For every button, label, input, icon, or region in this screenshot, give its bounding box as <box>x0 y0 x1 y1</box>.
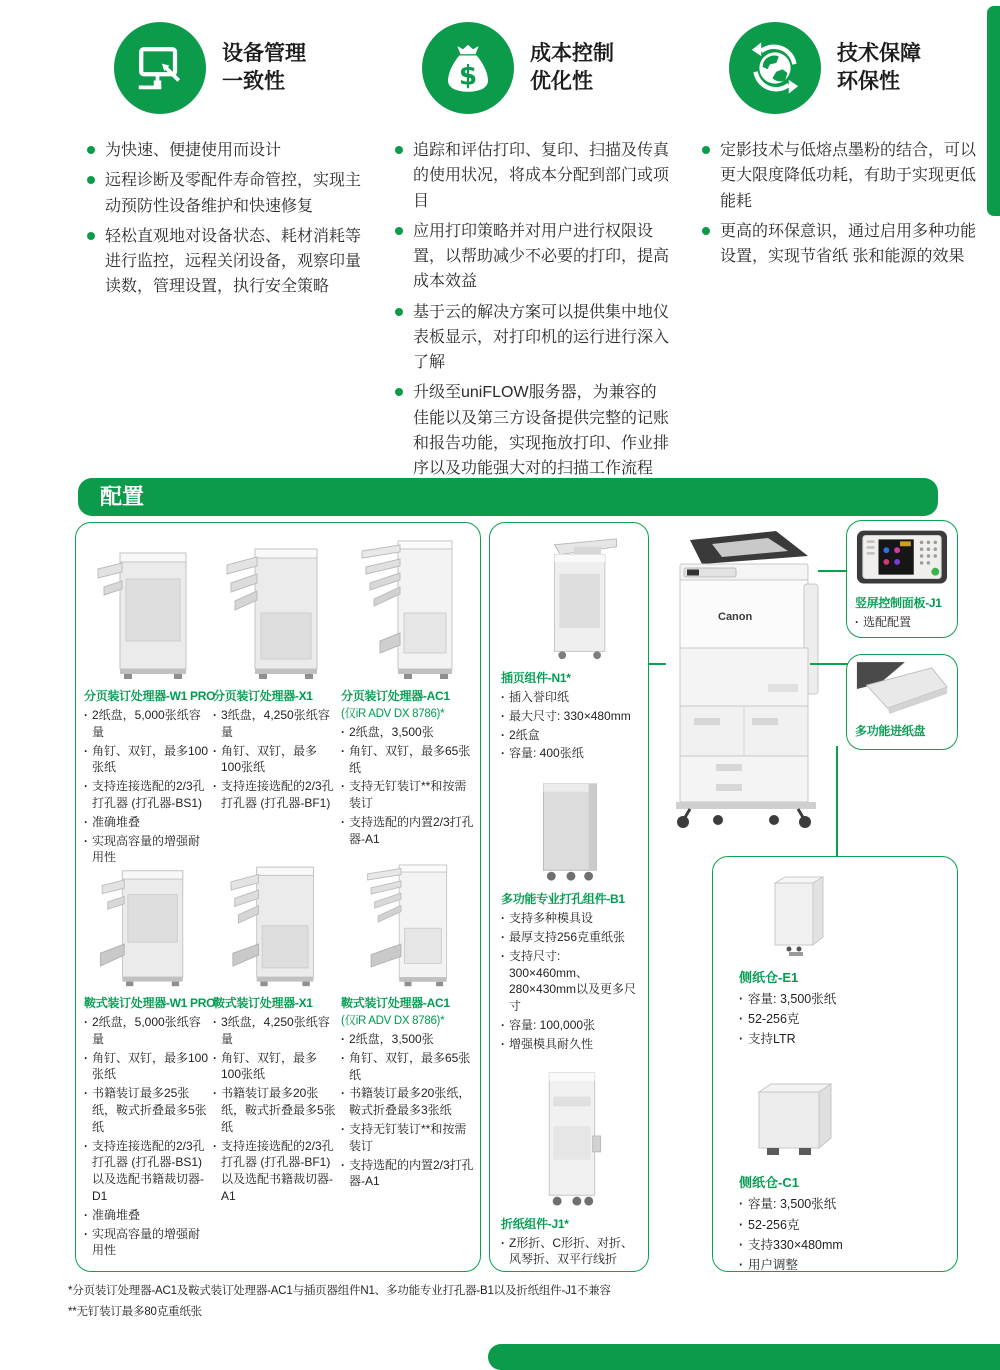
footnote-compatibility: *分页装订处理器-AC1及鞍式装订处理器-AC1与插页器组件N1、多功能专业打孔器-B1以及折纸组件-J1不兼容 <box>68 1285 611 1297</box>
product-bullet: · 52-256克 <box>739 1010 947 1028</box>
booklet-finisher-ac1-image <box>341 853 474 988</box>
product-bullet: · 实现高容量的增强耐用性 <box>84 833 211 867</box>
product-bullet: · 支持选配的内置2/3打孔器-A1 <box>341 1157 474 1191</box>
feature-title-line1: 设备管理 <box>222 41 306 65</box>
side-paper-deck-box <box>712 856 958 1272</box>
feature-title <box>837 40 921 97</box>
feature-bullet: 追踪和评估打印、复印、扫描及传真的使用状况，将成本分配到部门或项目 <box>394 138 672 214</box>
connector-line <box>836 746 838 856</box>
config-banner-label: 配置 <box>100 484 145 509</box>
product-title: 鞍式装订处理器-W1 PRO <box>84 996 216 1010</box>
staple-finisher-ac1-image <box>341 531 474 681</box>
feature-bullet: 轻松直观地对设备状态、耗材消耗等进行监控，远程关闭设备，观察印量读数，管理设置，执行安全策略 <box>86 224 368 300</box>
feature-header <box>729 22 989 114</box>
product-bullet: · 支持连接选配的2/3孔打孔器 (打孔器-BS1) 以及选配书籍裁切器-D1 <box>84 1138 211 1205</box>
product-subtitle: (仅iR ADV DX 8786)* <box>341 1015 445 1027</box>
product-bullet: · 角钉、双钉，最多100张纸 <box>213 1050 337 1084</box>
product-bullets <box>213 1014 337 1205</box>
product-bullets <box>84 1014 211 1259</box>
product-bullet: · 角钉、双钉，最多65张纸 <box>341 743 474 777</box>
feature-title-line1: 成本控制 <box>530 41 614 65</box>
product-bullet: · 角钉、双钉，最多100张纸 <box>84 743 211 777</box>
feature-bullet: 为快速、便捷使用而设计 <box>86 138 368 163</box>
booklet-finisher-w1pro-image <box>84 853 211 988</box>
printer-main-unit-image <box>656 524 832 834</box>
product-bullet: · 插入誉印纸 <box>501 689 637 706</box>
control-panel-box <box>846 520 958 638</box>
product-bullets <box>501 1235 637 1269</box>
product-bullet: · 52-256克 <box>739 1216 947 1234</box>
product-bullet: · 支持多种模具设 <box>501 910 637 927</box>
product-bullet: · 2纸盘，3,500张 <box>341 1031 474 1048</box>
document-inserter-image <box>501 527 637 663</box>
product-cell-staple-finisher-x1 <box>213 531 337 814</box>
product-bullet: · 角钉、双钉，最多100张纸 <box>213 743 337 777</box>
product-bullets <box>501 910 637 1052</box>
product-title: 分页装订处理器-W1 PRO <box>84 689 216 703</box>
product-bullets <box>341 724 474 848</box>
product-bullet: · 书籍装订最多20张纸，鞍式折叠最多3张纸 <box>341 1085 474 1119</box>
product-bullets <box>855 614 949 631</box>
side-paper-deck-e1-image <box>739 873 947 959</box>
footer-accent-bar <box>488 1344 1000 1370</box>
feature-bullet: 升级至uniFLOW服务器，为兼容的佳能以及第三方设备提供完整的记账和报告功能，实现拖放打印、作业排序以及功能强大对的扫描工作流程 <box>394 380 672 481</box>
connector-line <box>818 570 848 572</box>
feature-title-line2: 一致性 <box>222 70 285 93</box>
product-bullets <box>341 1031 474 1190</box>
config-section-banner <box>78 478 938 516</box>
product-cell-staple-finisher-w1pro <box>84 531 216 868</box>
globe-recycle-icon <box>729 22 821 114</box>
product-bullets <box>739 990 947 1048</box>
product-title: 分页装订处理器-AC1 <box>341 689 450 703</box>
product-bullet: · 2纸盘，5,000张纸容量 <box>84 1014 211 1048</box>
product-subtitle: (仅iR ADV DX 8786)* <box>341 708 445 720</box>
printer-brand-label: Canon <box>718 611 753 623</box>
product-bullet: · 准确堆叠 <box>84 1207 211 1224</box>
product-bullets <box>739 1195 947 1274</box>
product-bullet: · 角钉、双钉，最多100张纸 <box>84 1050 211 1084</box>
product-title: 鞍式装订处理器-AC1 <box>341 996 450 1010</box>
product-bullet: · 支持连接选配的2/3孔打孔器 (打孔器-BF1) 以及选配书籍裁切器-A1 <box>213 1138 337 1205</box>
svg-text:$: $ <box>458 61 478 92</box>
finisher-options-box <box>75 522 481 1272</box>
upright-control-panel-image <box>855 527 949 589</box>
product-bullet: · 角钉、双钉，最多65张纸 <box>341 1050 474 1084</box>
feature-bullet: 基于云的解决方案可以提供集中地仪表板显示，对打印机的运行进行深入了解 <box>394 300 672 376</box>
feature-bullet-list <box>86 138 368 300</box>
footnote-stapless: **无钉装订最多80克重纸张 <box>68 1306 202 1318</box>
product-cell-booklet-finisher-x1 <box>213 853 337 1207</box>
product-cell-booklet-finisher-w1pro <box>84 853 216 1261</box>
product-bullet: · 支持330×480mm <box>739 1236 947 1254</box>
staple-finisher-w1pro-image <box>84 531 211 681</box>
money-bag-icon <box>422 22 514 114</box>
feature-device-management <box>62 22 368 305</box>
product-bullet: · 容量: 3,500张纸 <box>739 1195 947 1213</box>
feature-title-line2: 优化性 <box>530 70 593 93</box>
product-bullet: · 增强模具耐久性 <box>501 1036 637 1053</box>
product-bullet: · 支持选配的内置2/3打孔器-A1 <box>341 814 474 848</box>
product-bullet: · 支持尺寸: 300×460mm、280×430mm以及更多尺寸 <box>501 948 637 1015</box>
product-title: 鞍式装订处理器-X1 <box>213 996 313 1010</box>
feature-title-line1: 技术保障 <box>837 41 921 65</box>
booklet-finisher-x1-image <box>213 853 337 988</box>
product-bullet: · 最大尺寸: 330×480mm <box>501 708 637 725</box>
product-bullet: · 实现高容量的增强耐用性 <box>84 1226 211 1260</box>
feature-header <box>422 22 672 114</box>
side-paper-deck-c1-image <box>739 1078 947 1164</box>
feature-header <box>114 22 368 114</box>
product-bullet: · 支持无钉装订**和按需装订 <box>341 778 474 812</box>
feature-bullet-list <box>701 138 989 269</box>
feature-bullet: 定影技术与低熔点墨粉的结合，可以更大限度降低功耗，有助于实现更低能耗 <box>701 138 989 214</box>
product-bullet: · 3纸盘，4,250张纸容量 <box>213 1014 337 1048</box>
staple-finisher-x1-image <box>213 531 337 681</box>
feature-eco-technology <box>677 22 989 274</box>
product-bullet: · 支持无钉装订**和按需装订 <box>341 1121 474 1155</box>
multi-purpose-tray-image <box>855 661 949 717</box>
multi-purpose-tray-box <box>846 654 958 750</box>
connector-line <box>810 663 848 665</box>
product-title: 竖屏控制面板-J1 <box>855 596 942 610</box>
product-bullets <box>213 707 337 812</box>
connector-line <box>648 663 666 665</box>
product-bullet: · 书籍装订最多25张纸，鞍式折叠最多5张纸 <box>84 1085 211 1135</box>
product-bullet: · 2纸盘，3,500张 <box>341 724 474 741</box>
product-bullets <box>501 689 637 762</box>
product-bullet: · 书籍装订最多20张纸，鞍式折叠最多5张纸 <box>213 1085 337 1135</box>
feature-bullet: 远程诊断及零配件寿命管控，实现主动预防性设备维护和快速修复 <box>86 168 368 219</box>
product-bullets <box>84 707 211 866</box>
feature-bullet-list <box>394 138 672 481</box>
product-title: 多功能专业打孔组件-B1 <box>501 892 625 907</box>
product-bullet: · 最厚支持256克重纸张 <box>501 929 637 946</box>
product-bullet: · 选配配置 <box>855 614 949 631</box>
product-title: 分页装订处理器-X1 <box>213 689 313 703</box>
feature-cost-control <box>370 22 672 486</box>
product-bullet: · 2纸盘，5,000张纸容量 <box>84 707 211 741</box>
product-bullet: · 容量: 400张纸 <box>501 745 637 762</box>
product-title: 插页组件-N1* <box>501 671 571 685</box>
product-cell-booklet-finisher-ac1 <box>341 853 474 1192</box>
inserter-punch-fold-box <box>489 522 649 1272</box>
product-bullet: · 准确堆叠 <box>84 814 211 831</box>
paper-folding-unit-image <box>501 1061 637 1209</box>
monitor-network-icon <box>114 22 206 114</box>
product-title: 侧纸仓-C1 <box>739 1175 799 1191</box>
product-title: 侧纸仓-E1 <box>739 970 799 985</box>
feature-bullet: 应用打印策略并对用户进行权限设置，以帮助减少不必要的打印，提高成本效益 <box>394 219 672 295</box>
product-title: 多功能进纸盘 <box>855 724 926 738</box>
product-bullet: · 支持LTR <box>739 1030 947 1048</box>
product-bullet: · 支持连接选配的2/3孔打孔器 (打孔器-BS1) <box>84 778 211 812</box>
feature-title <box>222 40 306 97</box>
punch-unit-image <box>501 772 637 884</box>
feature-bullet: 更高的环保意识，通过启用多种功能设置，实现节省纸 张和能源的效果 <box>701 219 989 270</box>
product-bullet: · 2纸盒 <box>501 727 637 744</box>
product-bullet: · Z形折、C形折、对折、风琴折、双平行线折 <box>501 1235 637 1269</box>
product-bullet: · 支持连接选配的2/3孔打孔器 (打孔器-BF1) <box>213 778 337 812</box>
feature-title-line2: 环保性 <box>837 70 900 93</box>
feature-title <box>530 40 614 97</box>
product-title: 折纸组件-J1* <box>501 1216 569 1231</box>
product-bullet: · 用户调整 <box>739 1256 947 1274</box>
product-bullet: · 容量: 3,500张纸 <box>739 990 947 1008</box>
product-bullet: · 3纸盘，4,250张纸容量 <box>213 707 337 741</box>
product-cell-staple-finisher-ac1 <box>341 531 474 850</box>
product-bullet: · 容量: 100,000张 <box>501 1017 637 1034</box>
